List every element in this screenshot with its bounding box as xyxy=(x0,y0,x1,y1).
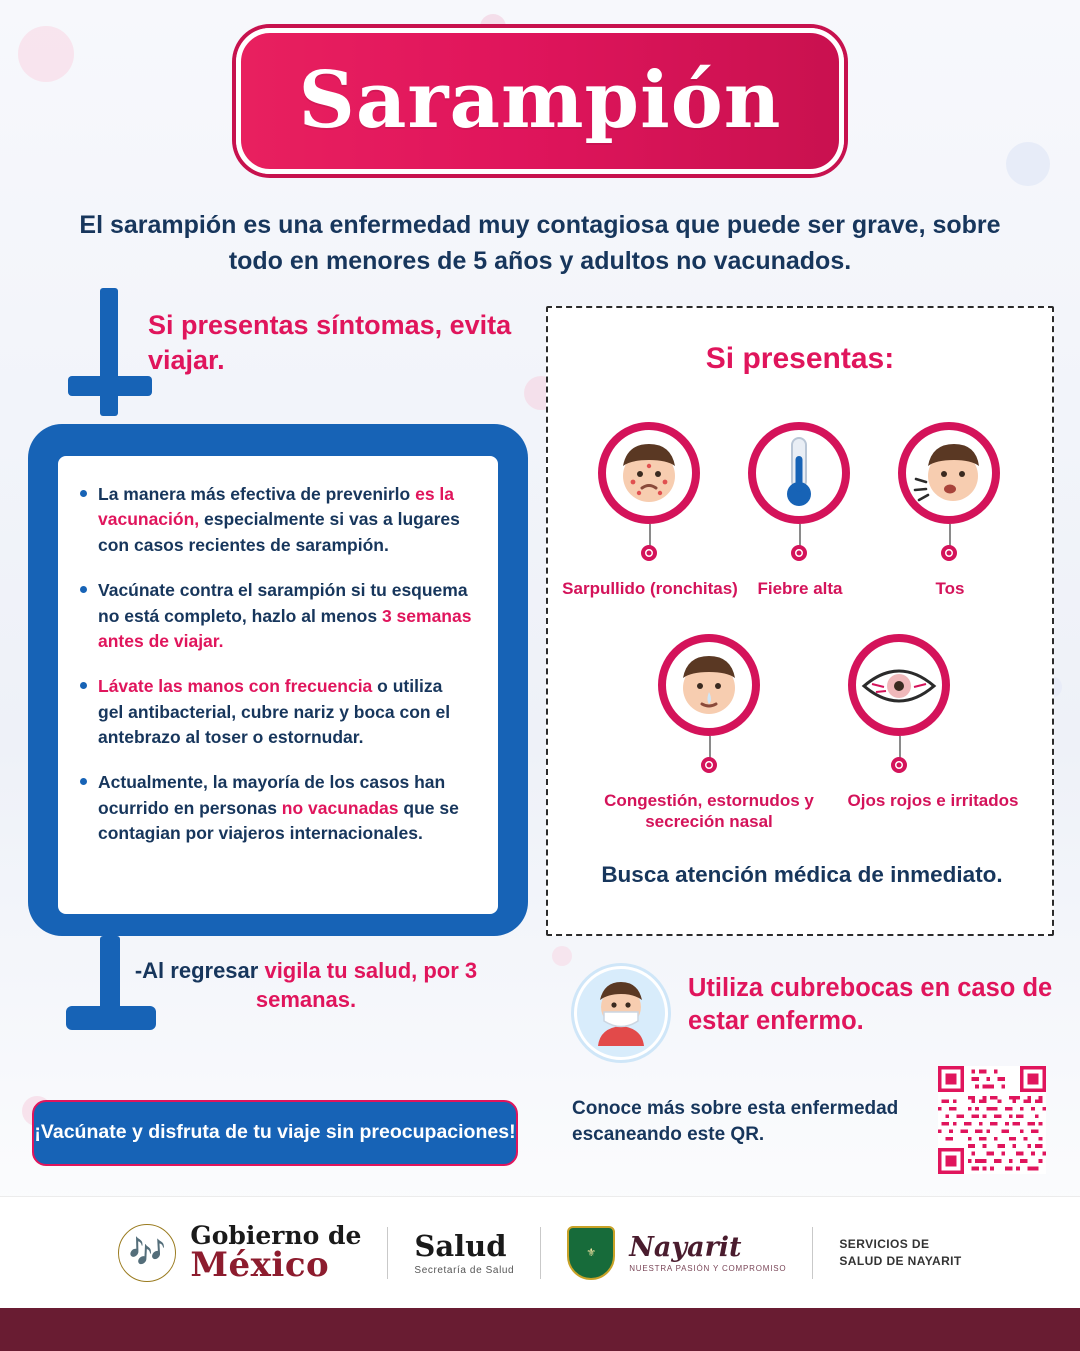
bullet-text-highlight: 3 semanas antes de viajar. xyxy=(98,605,472,651)
symptom-label-fiebre: Fiebre alta xyxy=(757,579,843,598)
list-item xyxy=(80,770,472,846)
symptom-label-sarpullido: Sarpullido (ronchitas) xyxy=(562,579,738,598)
symptom-label-ojos-rojos: Ojos rojos e irritados xyxy=(847,791,1019,810)
red-eye-icon xyxy=(848,634,950,736)
bullet-text-pre: La manera más efectiva de prevenirlo xyxy=(98,484,416,504)
syringe-flange-icon xyxy=(68,376,152,396)
pin-marker xyxy=(701,757,717,773)
divider xyxy=(540,1227,541,1279)
bullet-text-highlight: Lávate las manos con frecuencia xyxy=(98,676,373,697)
runny-nose-face-icon xyxy=(658,634,760,736)
rash-face-icon xyxy=(598,422,700,524)
red-eye-svg xyxy=(856,642,942,728)
divider xyxy=(387,1227,388,1279)
prevention-list xyxy=(80,482,472,847)
nayarit-word: Nayarit xyxy=(629,1232,742,1263)
pin-marker xyxy=(641,545,657,561)
decorative-dot xyxy=(18,26,74,82)
after-return-note xyxy=(86,956,526,1015)
ssn-line1: SERVICIOS DE xyxy=(839,1237,930,1252)
decorative-dot xyxy=(1006,142,1050,186)
pin-marker xyxy=(791,545,807,561)
footer-color-bar xyxy=(0,1308,1080,1351)
salud-logo xyxy=(414,1229,514,1276)
title-banner xyxy=(236,28,844,174)
page-title: Sarampión xyxy=(298,55,782,146)
decorative-dot xyxy=(552,946,572,966)
intro-text: El sarampión es una enfermedad muy contagiosa que puede ser grave, sobre todo en menores de 5 años y adultos no vacunados. xyxy=(79,211,1001,275)
pin-marker xyxy=(891,757,907,773)
gob-line1: Gobierno de xyxy=(190,1221,362,1250)
bullet-text-highlight: no vacunadas xyxy=(281,797,399,818)
qr-message: Conoce más sobre esta enfermedad escaneando este QR. xyxy=(572,1098,899,1145)
travel-heading: Si presentas síntomas, evita viajar. xyxy=(148,310,512,375)
nayarit-coat-of-arms-icon: ⚜ xyxy=(567,1226,615,1280)
qr-code-icon[interactable] xyxy=(938,1066,1046,1174)
gobierno-de-mexico-logo xyxy=(118,1221,362,1285)
symptoms-panel xyxy=(546,306,1054,936)
footer-logos xyxy=(0,1196,1080,1308)
salud-line2: Secretaría de Salud xyxy=(414,1265,515,1276)
bullet-text-pre: Vacúnate contra el sarampión si tu esquema no está completo, hazlo al menos xyxy=(98,580,468,626)
after-return-pre: -Al regresar xyxy=(134,958,265,983)
masked-person-icon xyxy=(574,966,668,1060)
divider xyxy=(812,1227,813,1279)
list-item xyxy=(80,482,472,558)
gobierno-text xyxy=(190,1221,362,1285)
nayarit-logo xyxy=(629,1232,786,1273)
symptom-label-tos: Tos xyxy=(935,579,965,598)
runny-nose-svg xyxy=(666,642,752,728)
seek-care-text: Busca atención médica de inmediato. xyxy=(601,862,1003,887)
list-item xyxy=(80,578,472,654)
coughing-face-svg xyxy=(906,430,992,516)
vaccinate-cta-banner[interactable]: ¡Vacúnate y disfruta de tu viaje sin preocupaciones! xyxy=(32,1100,518,1166)
list-item xyxy=(80,674,472,750)
gob-line2: México xyxy=(190,1245,330,1285)
bullet-text-highlight: es la vacunación, xyxy=(98,484,455,530)
symptom-label-congestion: Congestión, estornudos y secreción nasal xyxy=(604,791,814,832)
thermometer-icon xyxy=(748,422,850,524)
mask-message: Utiliza cubrebocas en caso de estar enfermo. xyxy=(688,974,1053,1036)
bullet-text-post: que se contagian por viajeros internacionales. xyxy=(98,797,459,844)
rash-face-svg xyxy=(606,430,692,516)
symptoms-title: Si presentas: xyxy=(705,342,895,375)
thermometer-svg xyxy=(756,430,842,516)
syringe-plunger-icon xyxy=(100,288,118,416)
ssn-line2: SALUD DE NAYARIT xyxy=(839,1253,962,1268)
after-return-highlight: vigila tu salud, por 3 semanas. xyxy=(255,958,478,1013)
coughing-face-icon xyxy=(898,422,1000,524)
nayarit-tagline: NUESTRA PASIÓN Y COMPROMISO xyxy=(629,1264,787,1273)
pin-marker xyxy=(941,545,957,561)
salud-line1: Salud xyxy=(414,1229,507,1263)
bullet-text-post: especialmente si vas a lugares con casos recientes de sarampión. xyxy=(98,509,460,555)
masked-person-svg xyxy=(582,974,660,1052)
servicios-salud-nayarit xyxy=(839,1236,961,1268)
bullet-text-pre: Actualmente, la mayoría de los casos han ocurrido en personas xyxy=(98,772,446,818)
mexico-coat-of-arms-icon: 🎶 xyxy=(118,1224,176,1282)
bullet-text-post: o utiliza gel antibacterial, cubre nariz y boca con el antebrazo al toser o estornudar. xyxy=(98,676,451,747)
prevention-list-panel xyxy=(58,456,498,914)
